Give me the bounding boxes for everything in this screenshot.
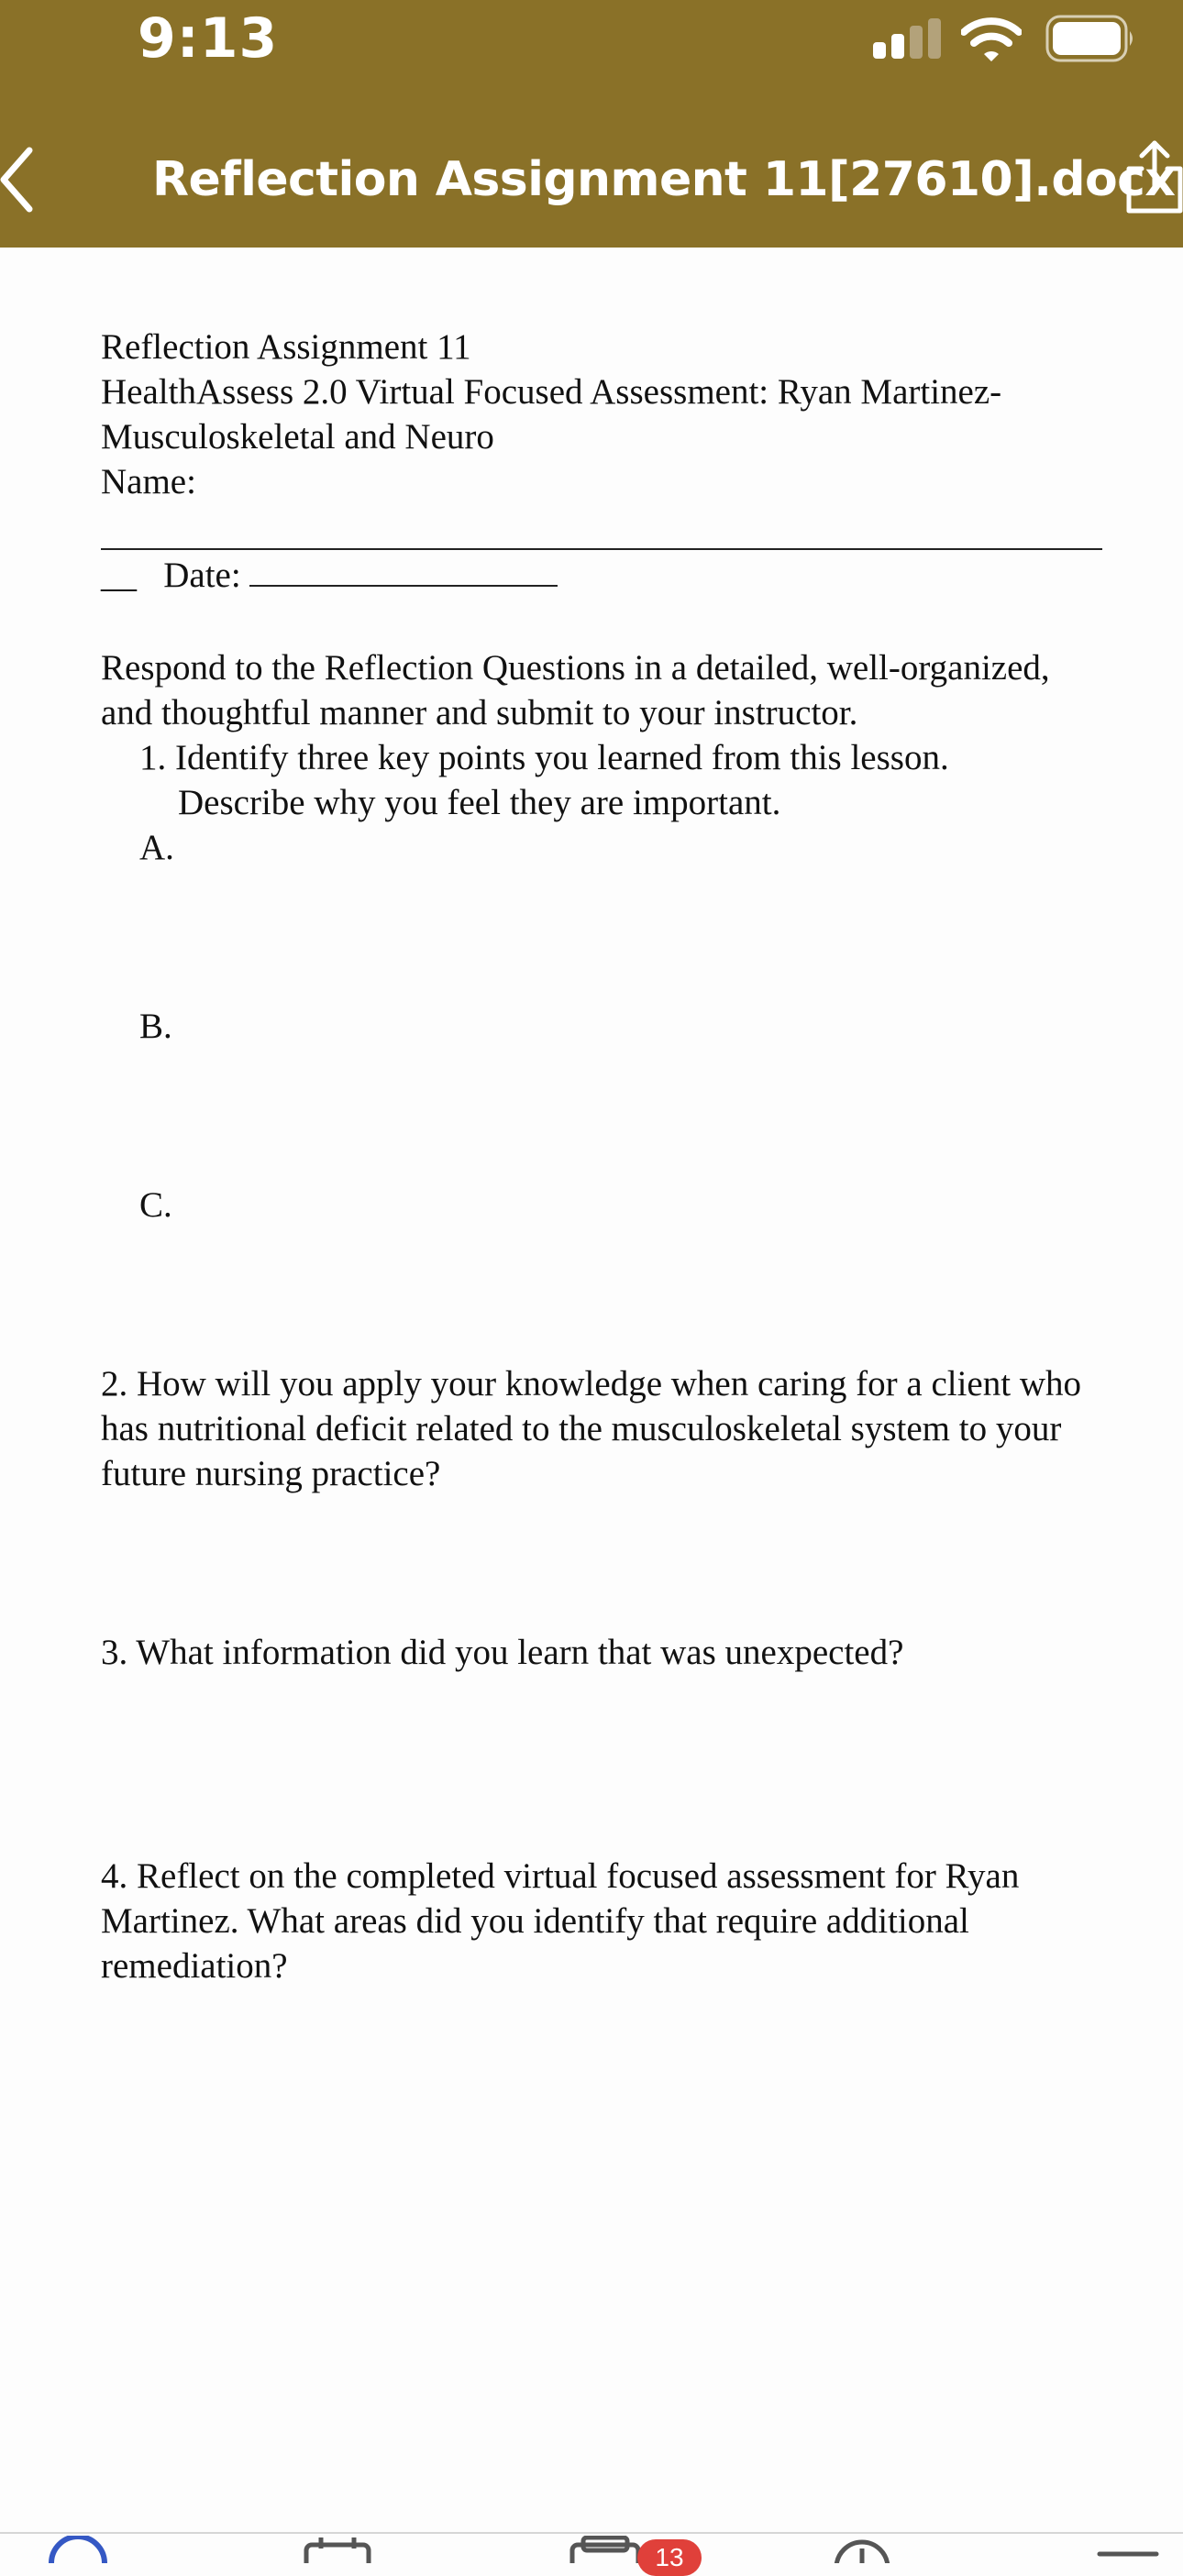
- heading-line: Reflection Assignment 11: [101, 327, 471, 367]
- heading-line: HealthAssess 2.0 Virtual Focused Assessment: Ryan Martinez-: [101, 372, 1002, 412]
- question-2: 2. How will you apply your knowledge when caring for a client who has nutritional deficit related to the musculoskeletal system to your future nursing practice?: [101, 1364, 1081, 1493]
- share-icon: [1129, 143, 1180, 211]
- name-blank-line: [101, 548, 1102, 550]
- battery-icon: [1045, 15, 1137, 62]
- inbox-icon[interactable]: [569, 2536, 642, 2563]
- date-line: [101, 553, 1110, 598]
- dashboard-icon[interactable]: [46, 2536, 110, 2563]
- status-time: 9:13: [138, 6, 279, 71]
- document-body: [101, 325, 1110, 1988]
- notifications-icon[interactable]: [830, 2536, 894, 2563]
- answer-letter-a: A.: [139, 828, 174, 867]
- app-header: [0, 0, 1183, 248]
- date-blank-line: [249, 576, 558, 587]
- answer-letter-b: B.: [139, 1007, 172, 1046]
- back-button[interactable]: [0, 145, 37, 215]
- instructions: Respond to the Reflection Questions in a detailed, well-organized, and thoughtful manner and submit to your instructor.: [101, 648, 1050, 732]
- question-3: 3. What information did you learn that was unexpected?: [101, 1633, 904, 1672]
- document-title: Reflection Assignment 11[27610].docx: [152, 152, 1176, 207]
- calendar-icon[interactable]: [303, 2536, 372, 2563]
- question-4: 4. Reflect on the completed virtual focused assessment for Ryan Martinez. What areas did you identify that require additional remediation?: [101, 1856, 1020, 1986]
- chevron-left-icon: [4, 150, 29, 209]
- question-1: 1. Identify three key points you learned from this lesson. Describe why you feel they are important.: [139, 738, 949, 822]
- heading-line: Musculoskeletal and Neuro: [101, 417, 494, 457]
- cellular-signal-icon: [873, 18, 942, 59]
- menu-icon[interactable]: [1096, 2536, 1160, 2563]
- share-button[interactable]: [1123, 138, 1183, 216]
- wifi-icon: [961, 16, 1022, 63]
- tab-bar-divider: [0, 2532, 1183, 2534]
- notification-badge: 13: [637, 2539, 702, 2576]
- date-label: Date:: [163, 556, 241, 595]
- answer-letter-c: C.: [139, 1185, 172, 1225]
- name-label: Name:: [101, 462, 196, 501]
- date-prefix: __: [101, 556, 137, 595]
